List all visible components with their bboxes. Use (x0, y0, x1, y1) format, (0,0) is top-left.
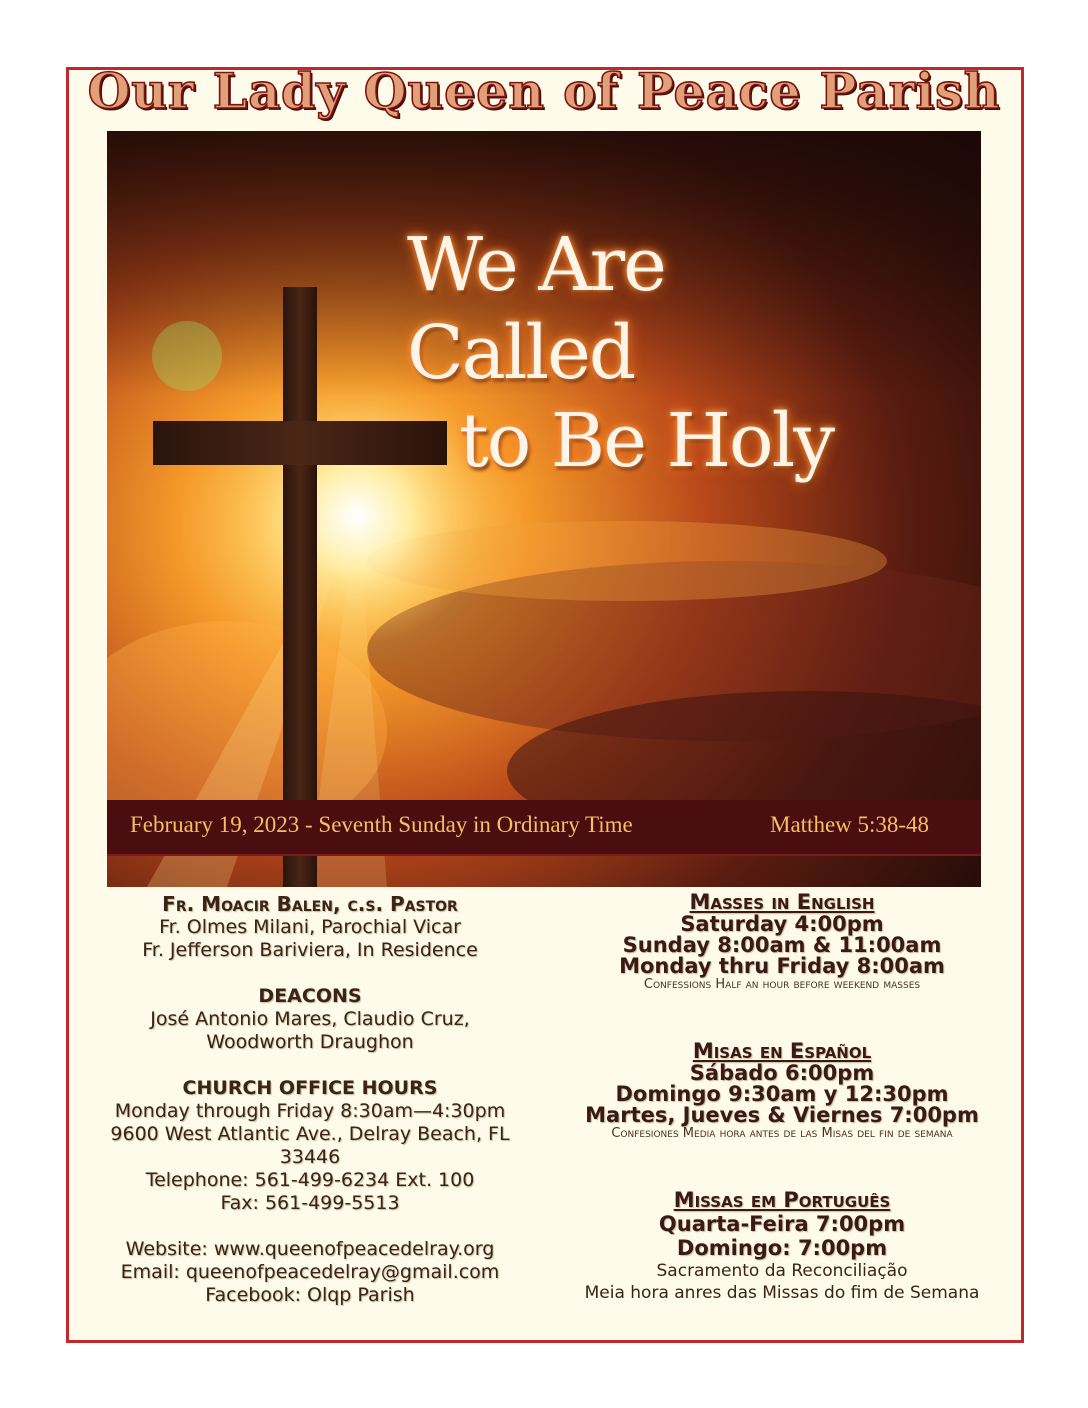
english-confession-note: Confessions Half an hour before weekend masses (643, 977, 921, 992)
parish-info-column (92, 893, 528, 1307)
portuguese-mass-time: Domingo: 7:00pm (676, 1236, 888, 1260)
portuguese-masses-heading: Missas em Português (673, 1188, 891, 1212)
hero-title-line-2: to Be Holy (459, 398, 834, 484)
date-band (107, 800, 981, 856)
fax: Fax: 561-499-5513 (220, 1192, 400, 1214)
english-mass-time: Monday thru Friday 8:00am (619, 954, 945, 978)
english-masses-heading: Masses in English (689, 890, 875, 914)
address-line-2: 33446 (279, 1146, 341, 1168)
portuguese-confession-note-1: Sacramento da Reconciliação (656, 1261, 908, 1281)
deacons-line-1: José Antonio Mares, Claudio Cruz, (150, 1008, 470, 1030)
office-hours-heading: CHURCH OFFICE HOURS (182, 1077, 438, 1099)
email-link[interactable]: Email: queenofpeacedelray@gmail.com (120, 1261, 500, 1283)
office-hours: Monday through Friday 8:30am—4:30pm (114, 1100, 506, 1122)
hero-title (407, 221, 907, 485)
spanish-mass-time: Sábado 6:00pm (689, 1061, 875, 1085)
telephone: Telephone: 561-499-6234 Ext. 100 (145, 1169, 475, 1191)
english-mass-time: Sunday 8:00am & 11:00am (622, 933, 942, 957)
spanish-masses-heading: Misas en Español (692, 1039, 872, 1063)
cover-image (107, 131, 981, 887)
portuguese-confession-note-2: Meia hora anres das Missas do fim de Semana (584, 1283, 980, 1303)
spanish-confession-note: Confesiones Media hora antes de las Misas del fin de semana (611, 1126, 953, 1141)
english-mass-time: Saturday 4:00pm (680, 912, 884, 936)
hero-title-line-1: We Are Called (407, 222, 665, 396)
pastor-name: Fr. Moacir Balen, c.s. Pastor (162, 892, 458, 916)
liturgical-date: February 19, 2023 - Seventh Sunday in Ordinary Time (130, 812, 633, 837)
spanish-mass-time: Martes, Jueves & Viernes 7:00pm (585, 1103, 979, 1127)
website-link[interactable]: Website: www.queenofpeacedelray.org (125, 1238, 495, 1260)
facebook-link[interactable]: Facebook: Olqp Parish (205, 1284, 415, 1306)
address-line-1: 9600 West Atlantic Ave., Delray Beach, FL (110, 1123, 510, 1145)
parish-title: Our Lady Queen of Peace Parish (87, 62, 1001, 120)
parochial-vicar: Fr. Olmes Milani, Parochial Vicar (159, 916, 461, 938)
spanish-mass-time: Domingo 9:30am y 12:30pm (615, 1082, 949, 1106)
deacons-heading: DEACONS (258, 985, 362, 1007)
gospel-reading: Matthew 5:38-48 (770, 812, 930, 837)
portuguese-mass-time: Quarta-Feira 7:00pm (658, 1212, 906, 1236)
priest-in-residence: Fr. Jefferson Bariviera, In Residence (142, 939, 478, 961)
deacons-line-2: Woodworth Draughon (206, 1031, 414, 1053)
mass-schedule-column (560, 890, 1004, 1304)
